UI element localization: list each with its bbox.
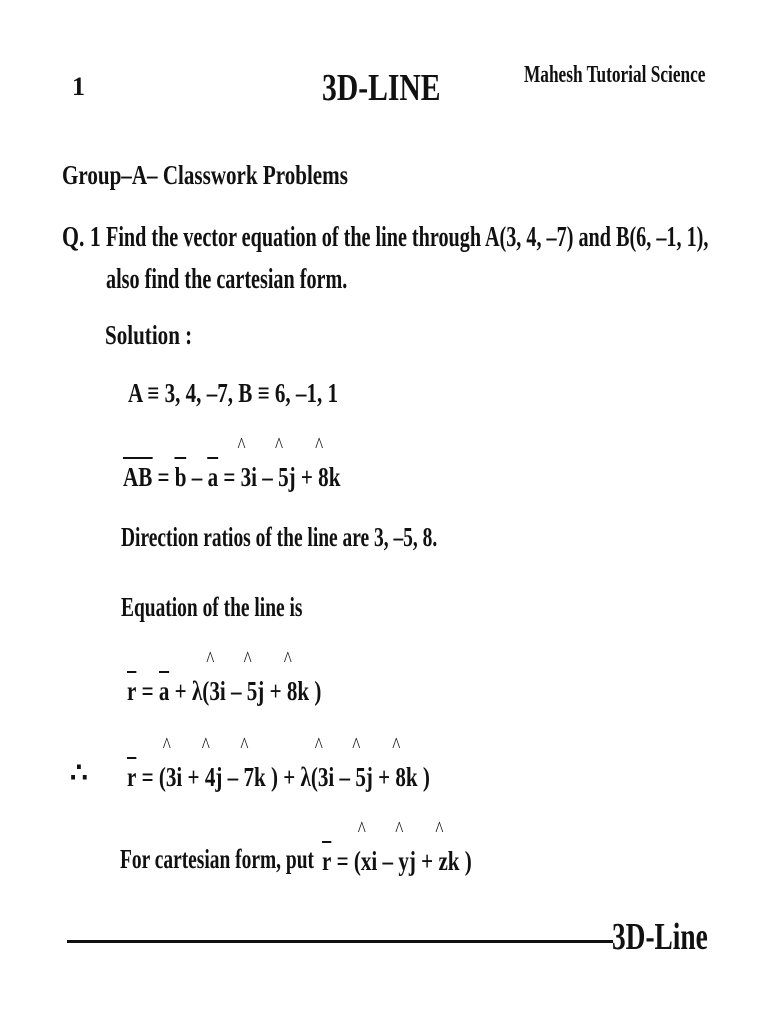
term-5j: ^ 5j <box>243 646 265 706</box>
equals-sign: = <box>218 462 241 492</box>
direction-ratios-text: Direction ratios of the line are 3, –5, 8. <box>121 522 438 552</box>
ab-vector-equation <box>123 432 341 493</box>
plus-sign: + <box>169 676 192 706</box>
hat-icon: ^ <box>283 646 292 671</box>
term-8k: ^ 8k <box>283 646 310 706</box>
hat-icon: ^ <box>315 432 324 457</box>
equals-sign: = <box>331 846 354 876</box>
hat-icon: ^ <box>395 816 404 841</box>
term-4j: ^ 4j <box>201 732 223 792</box>
term-xi: ^ xi <box>357 816 378 876</box>
open-paren: ( <box>353 846 361 876</box>
hat-icon: ^ <box>274 432 284 457</box>
school-name: Mahesh Tutorial Science <box>524 62 706 88</box>
page-number: 1 <box>72 72 85 101</box>
hat-icon: ^ <box>352 732 361 757</box>
hat-icon: ^ <box>357 816 366 841</box>
plus-sign: + <box>182 762 205 792</box>
minus-sign: – <box>377 846 399 876</box>
plus-sign: + <box>372 762 396 792</box>
hat-icon: ^ <box>162 732 171 757</box>
close-paren: ) <box>309 676 322 706</box>
solution-label: Solution : <box>105 320 193 350</box>
minus-sign: – <box>225 676 247 706</box>
term-8k: ^ 8k <box>315 432 341 492</box>
equals-sign: = <box>152 462 175 492</box>
equals-sign: = <box>136 676 159 706</box>
term-3i: ^ 3i <box>162 732 183 792</box>
term-yj: ^ yj <box>395 816 416 876</box>
question-text-line-1: Find the vector equation of the line through A(3, 4, –7) and B(6, –1, 1), <box>106 222 709 253</box>
plus-sign: + <box>295 462 319 492</box>
equation-label: Equation of the line is <box>121 592 303 622</box>
minus-sign: – <box>257 462 279 492</box>
hat-icon: ^ <box>240 732 249 757</box>
term-8k: ^ 8k <box>392 732 418 792</box>
minus-sign: – <box>222 762 244 792</box>
hat-icon: ^ <box>435 816 444 841</box>
vector-b: b <box>174 462 187 492</box>
final-vector-equation <box>127 732 430 793</box>
page-title: 3D-LINE <box>322 67 441 109</box>
term-5j: ^ 5j <box>352 732 373 792</box>
question-number: Q. 1 <box>62 222 101 253</box>
close-paren: ) <box>417 762 430 792</box>
minus-sign: – <box>186 462 208 492</box>
hat-icon: ^ <box>314 732 323 757</box>
close-paren: ) <box>459 846 472 876</box>
cartesian-vector-equation <box>322 816 472 877</box>
plus-sign: + <box>415 846 439 876</box>
term-5j: ^ 5j <box>274 432 296 492</box>
term-3i: ^ 3i <box>206 646 226 706</box>
footer-divider <box>67 940 613 943</box>
hat-icon: ^ <box>392 732 401 757</box>
vector-a: a <box>158 676 170 706</box>
vector-a: a <box>207 462 219 492</box>
hat-icon: ^ <box>243 646 252 671</box>
points-line: A ≡ 3, 4, –7, B ≡ 6, –1, 1 <box>128 378 339 408</box>
open-paren: ( <box>158 762 166 792</box>
hat-icon: ^ <box>201 732 210 757</box>
term-3i: ^ 3i <box>237 432 258 492</box>
vector-ab: AB <box>123 462 153 492</box>
footer-chapter-label: 3D-Line <box>612 916 708 958</box>
lambda-open: λ( <box>191 676 210 706</box>
group-heading: Group–A– Classwork Problems <box>62 160 348 190</box>
vector-r: r <box>127 676 137 706</box>
vector-r: r <box>322 846 332 876</box>
line-vector-equation <box>127 646 322 707</box>
term-3i: ^ 3i <box>314 732 335 792</box>
term-7k: ^ 7k <box>240 732 266 792</box>
vector-r: r <box>127 762 137 792</box>
question-text-line-2: also find the cartesian form. <box>106 264 348 295</box>
minus-sign: – <box>334 762 356 792</box>
plus-sign: + <box>264 676 287 706</box>
cartesian-label: For cartesian form, put <box>120 844 315 874</box>
therefore-symbol: ∴ <box>70 758 88 789</box>
hat-icon: ^ <box>237 432 246 457</box>
hat-icon: ^ <box>206 646 215 671</box>
lambda-open: ) + λ( <box>265 762 318 792</box>
equals-sign: = <box>136 762 159 792</box>
term-zk: ^ zk <box>435 816 460 876</box>
